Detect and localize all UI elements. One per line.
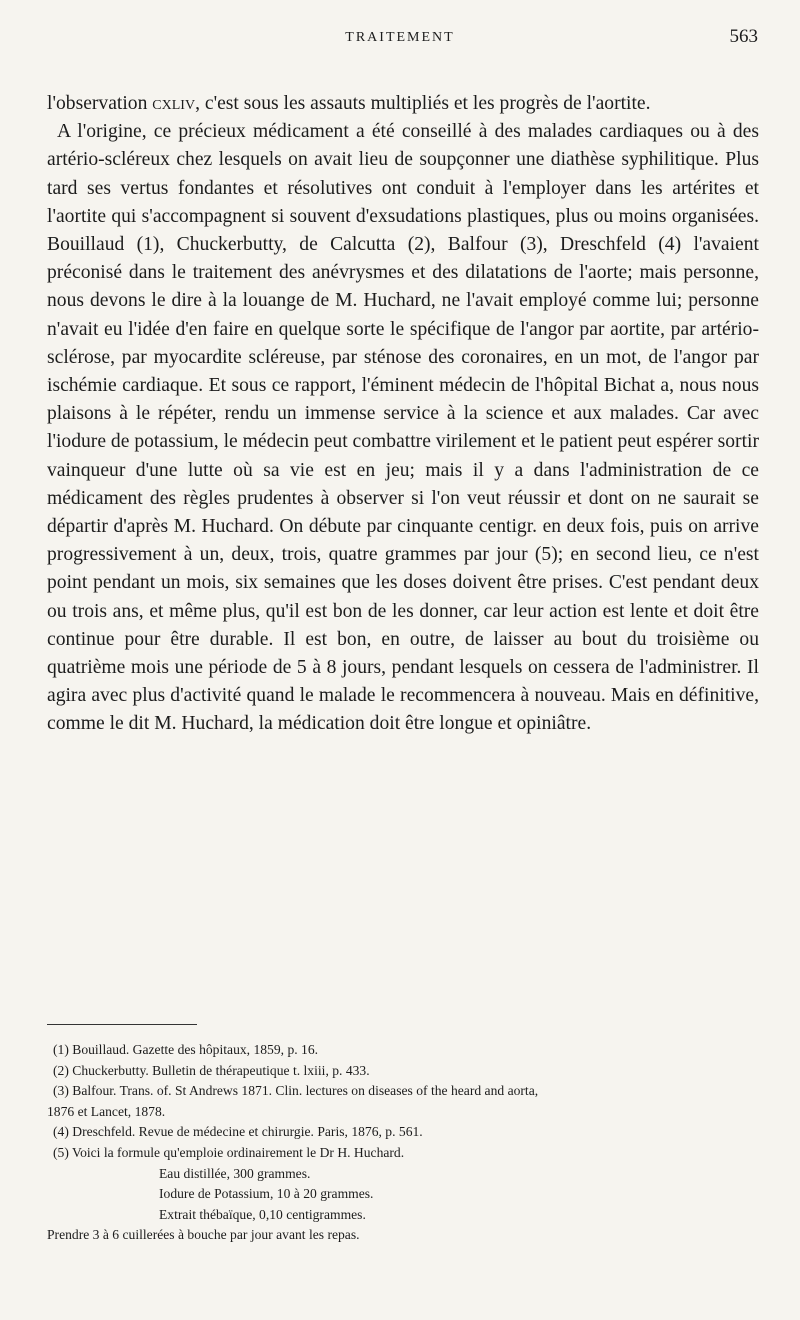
paragraph-1-end: , c'est sous les assauts multipliés et les progrès de l'aortite. xyxy=(195,93,651,114)
observation-number: cxliv xyxy=(152,93,196,114)
footnotes xyxy=(47,1040,759,1246)
formula-instructions: Prendre 3 à 6 cuillerées à bouche par jour avant les repas. xyxy=(47,1227,360,1243)
paragraph-1-start: l'observation xyxy=(47,93,153,114)
main-text xyxy=(47,90,759,739)
page-number: 563 xyxy=(729,26,758,47)
running-title: TRAITEMENT xyxy=(345,30,455,45)
formula-line-1: Eau distillée, 300 grammes. xyxy=(159,1165,311,1181)
footnote-rule xyxy=(47,1024,197,1025)
formula-line-2: Iodure de Potassium, 10 à 20 grammes. xyxy=(159,1186,374,1202)
footnote-2: (2) Chuckerbutty. Bulletin de thérapeutique t. lxiii, p. 433. xyxy=(53,1062,370,1078)
footnote-5: (5) Voici la formule qu'emploie ordinairement le Dr H. Huchard. xyxy=(53,1144,405,1160)
footnote-3-continued: 1876 et Lancet, 1878. xyxy=(47,1103,166,1119)
formula-line-3: Extrait thébaïque, 0,10 centigrammes. xyxy=(159,1206,366,1222)
footnote-1: (1) Bouillaud. Gazette des hôpitaux, 1859, p. 16. xyxy=(53,1042,319,1057)
paragraph-2: A l'origine, ce précieux médicament a été conseillé à des malades cardiaques ou à des artério-scléreux chez lesquels on avait lieu de soupçonner une diathèse syphilitique. Plus tard ses vertus fondantes et résolutives ont conduit à l'employer dans les artérites et l'aortite qui s'accompagnent si souvent d'exsudations plastiques, plus ou moins organisées. Bouillaud (1), Chuckerbutty, de Calcutta (2), Balfour (3), Dreschfeld (4) l'avaient préconisé dans le traitement des anévrysmes et des dilatations de l'aorte; mais personne, nous devons le dire à la louange de M. Huchard, ne l'avait employé comme lui; personne n'avait eu l'idée d'en faire en quelque sorte le spécifique de l'angor par aortite, par artério-sclérose, par myocardite scléreuse, par sténose des coronaires, en un mot, de l'angor par ischémie cardiaque. Et sous ce rapport, l'éminent médecin de l'hôpital Bichat a, nous nous plaisons à le répéter, rendu un immense service à la science et aux malades. Car avec l'iodure de potassium, le médecin peut combattre virilement et le patient peut espérer sortir vainqueur d'une lutte où sa vie est en jeu; mais il y a dans l'administration de ce médicament des règles prudentes à observer si l'on veut réussir et dont on ne saurait se départir d'après M. Huchard. On débute par cinquante centigr. en deux fois, puis on arrive progressivement à un, deux, trois, quatre grammes par jour (5); en second lieu, ce n'est point pendant un mois, six semaines que les doses doivent être prises. C'est pendant deux ou trois ans, et même plus, qu'il est bon de les donner, car leur action est lente et doit être continue pour être durable. Il est bon, en outre, de laisser au bout du troisième ou quatrième mois une période de 5 à 8 jours, pendant lesquels on cessera de l'administrer. Il agira avec plus d'activité quand le malade le recommencera à nouveau. Mais en définitive, comme le dit M. Huchard, la médication doit être longue et opiniâtre. xyxy=(47,121,759,735)
footnote-4: (4) Dreschfeld. Revue de médecine et chirurgie. Paris, 1876, p. 561. xyxy=(53,1124,423,1140)
paragraph-1 xyxy=(47,90,759,118)
footnote-3: (3) Balfour. Trans. of. St Andrews 1871. Clin. lectures on diseases of the heard and aorta, xyxy=(53,1083,539,1099)
